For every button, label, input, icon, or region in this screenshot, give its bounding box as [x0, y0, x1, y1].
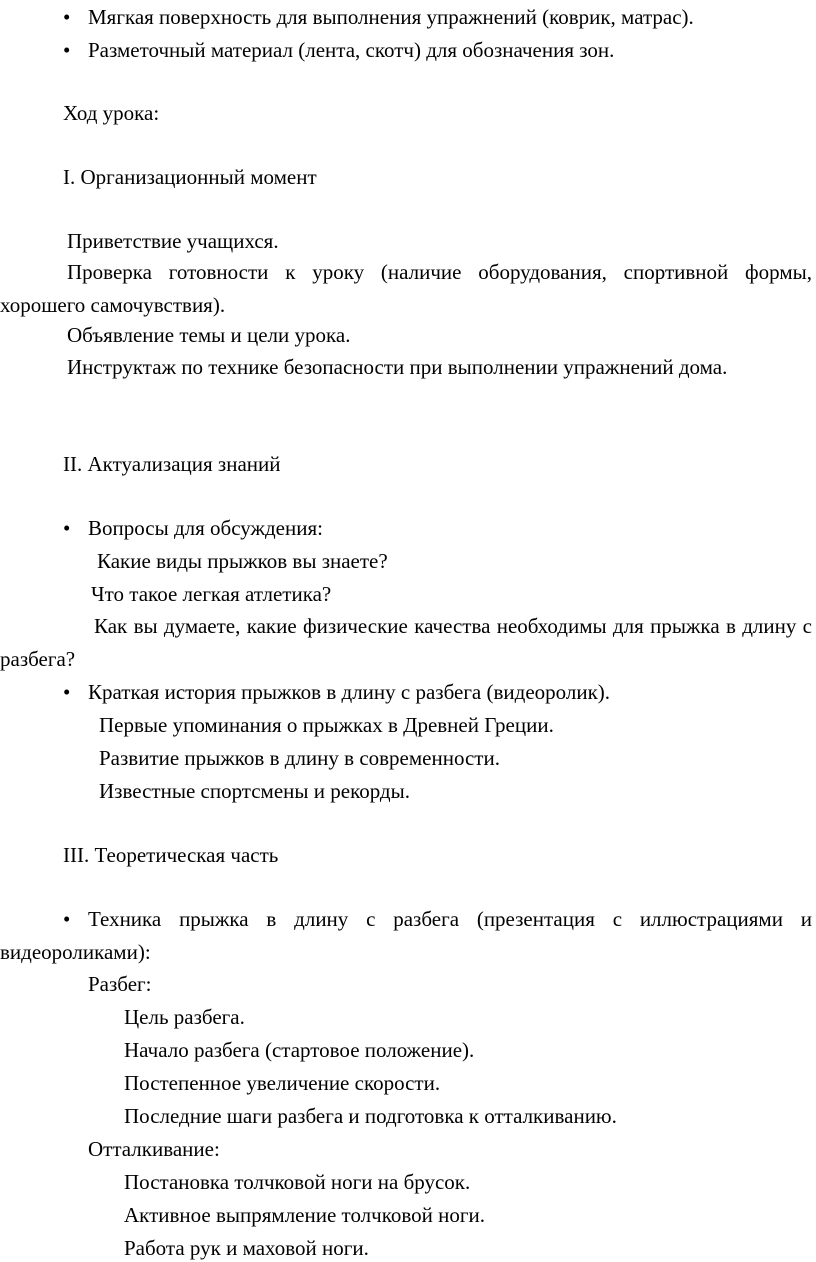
section-1-safety: Инструктаж по технике безопасности при выполнении упражнений дома. — [67, 355, 728, 379]
lesson-heading: Ход урока: — [63, 101, 160, 125]
section-1-title: I. Организационный момент — [63, 165, 317, 189]
equipment-item: Разметочный материал (лента, скотч) для обозначения зон. — [88, 38, 615, 62]
section-1-topic: Объявление темы и цели урока. — [67, 323, 351, 347]
question-item: Какие виды прыжков вы знаете? — [97, 549, 388, 573]
history-item: Развитие прыжков в длину в современности. — [99, 746, 500, 770]
technique-heading: Техника прыжка в длину с разбега (презентация с иллюстрациями и видеороликами): — [0, 907, 812, 964]
question-item: Как вы думаете, какие физические качества необходимы для прыжка в длину с разбега? — [0, 614, 812, 671]
bullet-symbol: • — [63, 5, 71, 29]
section-2-title: II. Актуализация знаний — [63, 452, 281, 476]
runup-heading: Разбег: — [88, 972, 152, 996]
bullet-symbol: • — [63, 516, 71, 540]
runup-item: Последние шаги разбега и подготовка к отталкиванию. — [124, 1104, 617, 1128]
bullet-symbol: • — [63, 38, 71, 62]
history-heading: Краткая история прыжков в длину с разбега (видеоролик). — [88, 680, 611, 704]
equipment-item: Мягкая поверхность для выполнения упражнений (коврик, матрас). — [88, 5, 694, 29]
runup-item: Цель разбега. — [124, 1005, 245, 1029]
bullet-symbol: • — [63, 907, 71, 931]
takeoff-item: Постановка толчковой ноги на брусок. — [124, 1170, 471, 1194]
runup-item: Постепенное увеличение скорости. — [124, 1071, 441, 1095]
takeoff-heading: Отталкивание: — [88, 1137, 220, 1161]
bullet-symbol: • — [63, 680, 71, 704]
takeoff-item: Активное выпрямление толчковой ноги. — [124, 1203, 485, 1227]
questions-heading: Вопросы для обсуждения: — [88, 516, 323, 540]
question-item: Что такое легкая атлетика? — [91, 582, 332, 606]
runup-item: Начало разбега (стартовое положение). — [124, 1038, 475, 1062]
takeoff-item: Работа рук и маховой ноги. — [124, 1236, 369, 1260]
section-1-readiness: Проверка готовности к уроку (наличие оборудования, спортивной формы, хорошего самочувствия). — [0, 260, 812, 317]
section-1-greeting: Приветствие учащихся. — [67, 229, 279, 253]
section-3-title: III. Теоретическая часть — [63, 843, 279, 867]
history-item: Известные спортсмены и рекорды. — [99, 779, 410, 803]
history-item: Первые упоминания о прыжках в Древней Греции. — [99, 713, 554, 737]
